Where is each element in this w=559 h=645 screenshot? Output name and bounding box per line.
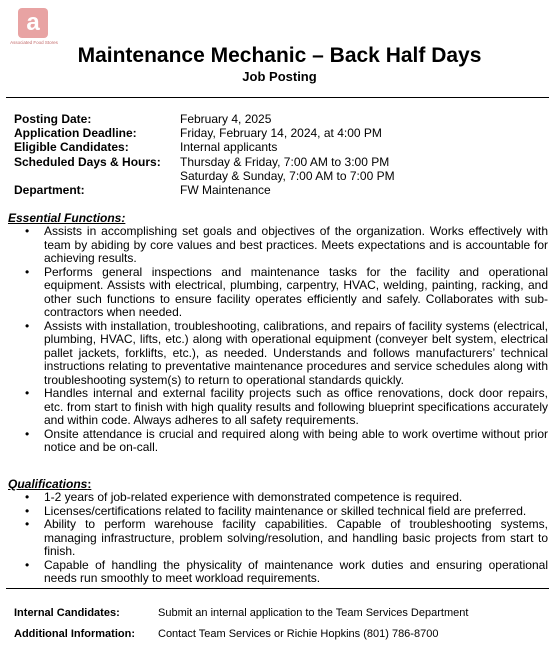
detail-row [14, 169, 540, 183]
qualifications-heading [8, 477, 91, 491]
detail-value: Friday, February 14, 2024, at 4:00 PM [180, 126, 382, 141]
header-divider [6, 97, 549, 98]
detail-label: Scheduled Days & Hours: [14, 154, 161, 169]
detail-label [14, 169, 180, 183]
list-item: • 1-2 years of job-related experience with demonstrated competence is required. [8, 491, 548, 505]
detail-value: February 4, 2025 [180, 112, 272, 126]
detail-label: Application Deadline: [14, 126, 137, 141]
detail-row [14, 183, 540, 197]
detail-row [14, 126, 540, 140]
footer-divider [6, 588, 549, 589]
detail-label: Posting Date: [14, 112, 92, 126]
detail-row [14, 140, 540, 154]
logo-caption: Associated Food Stores [10, 40, 58, 45]
list-item: • Assists in accomplishing set goals and objectives of the organization. Works effectively with team by abiding by core values and best practices. Meets expectations and is accountable for achieving results. [8, 225, 548, 266]
detail-value: FW Maintenance [180, 183, 271, 198]
list-item: • Performs general inspections and maintenance tasks for the facility and operational equipment. Assists with electrical, plumbing, carpentry, HVAC, welding, painting, racking, and other such functions to ensure facility operates efficiently and safely. Collaborates with sub-contractors when needed. [8, 266, 548, 320]
list-item: • Assists with installation, troubleshooting, calibrations, and repairs of facility systems (electrical, plumbing, HVAC, lifts, etc.) along with operational equipment (conveyer belt system, electrical pallet jackets, forklifts, etc.), as needed. Understands and follows manufacturers’ technical instructions relating to preventative maintenance procedures and service schedules along with troubleshooting system(s) to return to operational standards quickly. [8, 320, 548, 388]
detail-value: Thursday & Friday, 7:00 AM to 3:00 PM [180, 154, 390, 169]
list-item: • Licenses/certifications related to facility maintenance or skilled technical field are preferred. [8, 505, 548, 519]
footer-info [14, 603, 548, 645]
detail-value: Saturday & Sunday, 7:00 AM to 7:00 PM [180, 168, 395, 183]
company-logo [8, 8, 58, 48]
qualifications-list [8, 491, 548, 586]
list-item: • Capable of handling the physicality of maintenance work duties and ensuring operational needs run smoothly to meet workload requirements. [8, 559, 548, 586]
footer-row [14, 603, 548, 624]
detail-label: Eligible Candidates: [14, 140, 129, 155]
qualifications-heading-colon: : [87, 477, 92, 491]
footer-value: Submit an internal application to the Team Services Department [158, 607, 469, 619]
footer-label: Internal Candidates: [14, 607, 120, 619]
qualifications-heading-text: Qualifications [8, 477, 88, 491]
posting-details [14, 112, 540, 197]
essential-functions-heading: Essential Functions: [8, 211, 126, 225]
list-item: • Ability to perform warehouse facility capabilities. Capable of troubleshooting systems, managing infrastructure, problem solving/resolution, and handling basic projects from start to finish. [8, 518, 548, 559]
footer-label: Additional Information: [14, 628, 135, 640]
footer-value: Contact Team Services or Richie Hopkins (801) 786-8700 [158, 628, 439, 640]
page-title: Maintenance Mechanic – Back Half Days [77, 44, 482, 67]
detail-label: Department: [14, 183, 85, 198]
detail-value: Internal applicants [180, 140, 278, 155]
logo-letter: a [26, 9, 40, 36]
list-item: • Handles internal and external facility projects such as office renovations, dock door repairs, etc. from start to finish with high quality results and following blueprint specifications accurately and within code. Always adheres to all safety requirements. [8, 387, 548, 428]
page-subtitle: Job Posting [242, 69, 317, 84]
detail-row [14, 155, 540, 169]
detail-row [14, 112, 540, 126]
essential-functions-list [8, 225, 548, 455]
list-item: • Onsite attendance is crucial and required along with being able to work overtime without prior notice and be on-call. [8, 428, 548, 455]
